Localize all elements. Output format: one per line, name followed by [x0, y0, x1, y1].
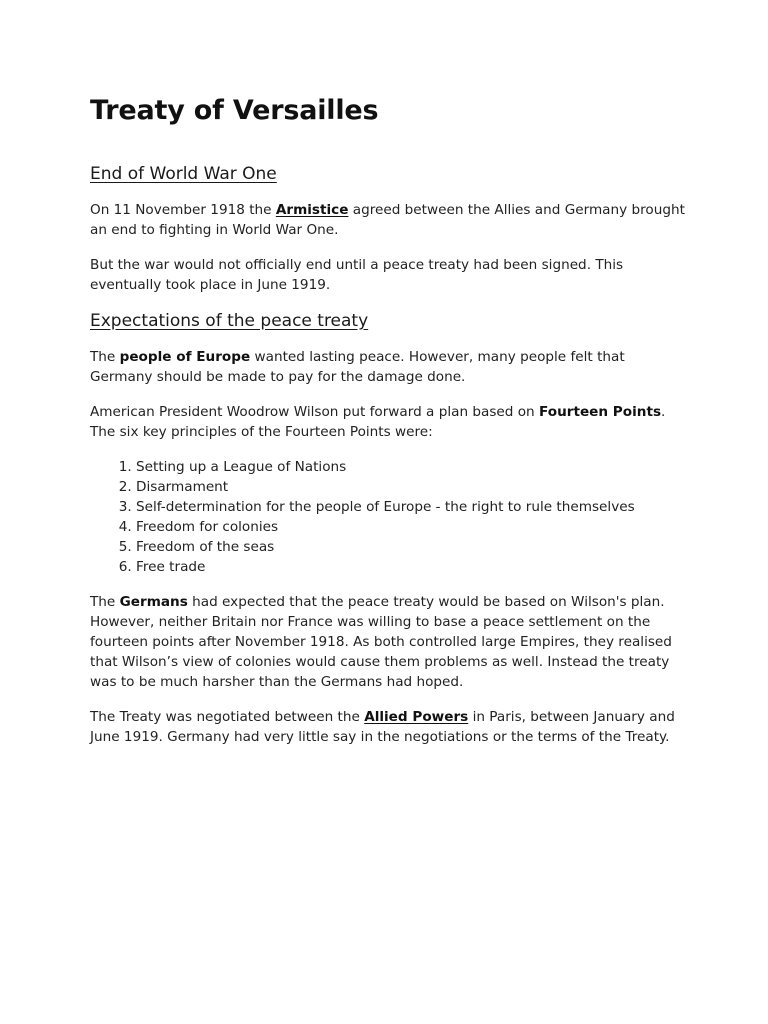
bold-germans: Germans — [119, 594, 188, 610]
bold-people-of-europe: people of Europe — [119, 349, 251, 365]
armistice-link[interactable]: Armistice — [275, 202, 349, 218]
paragraph-text: On 11 November 1918 the — [90, 202, 276, 218]
bold-fourteen-points: Fourteen Points — [539, 404, 662, 420]
paragraph-text: in Paris, between January and June 1919. Germany had very little say in the negotiations or the terms of the Treaty. — [90, 709, 675, 745]
section-heading-end-of-war: End of World War One — [90, 164, 277, 184]
paragraph-people-of-europe — [90, 347, 690, 387]
paragraph-text: agreed between the Allies and Germany brought an end to fighting in World War One. — [90, 202, 685, 238]
list-item: 5. Freedom of the seas — [136, 537, 690, 557]
page-title: Treaty of Versailles — [90, 95, 379, 126]
paragraph-text: wanted lasting peace. However, many people felt that Germany should be made to pay for the damage done. — [90, 349, 625, 385]
paragraph-peace-treaty-signed: But the war would not officially end until a peace treaty had been signed. This eventually took place in June 1919. — [90, 257, 624, 293]
list-item: 1. Setting up a League of Nations — [136, 457, 690, 477]
paragraph-germans — [90, 592, 690, 692]
list-item: 2. Disarmament — [136, 477, 690, 497]
paragraph-text: The Treaty was negotiated between the — [90, 709, 365, 725]
list-item: 3. Self-determination for the people of Europe - the right to rule themselves — [136, 497, 690, 517]
paragraph-armistice — [90, 200, 690, 240]
principles-list — [90, 457, 690, 577]
list-item: 4. Freedom for colonies — [136, 517, 690, 537]
paragraph-text: had expected that the peace treaty would be based on Wilson's plan. However, neither Britain nor France was willing to base a peace settlement on the fourteen points after November 1918. As both controlled large Empires, they realised that Wilson’s view of colonies would cause them problems as well. Instead the treaty was to be much harsher than the Germans had hoped. — [90, 594, 672, 690]
paragraph-allied-powers — [90, 707, 690, 747]
paragraph-fourteen-points — [90, 402, 690, 442]
allied-powers-link[interactable]: Allied Powers — [364, 709, 469, 725]
paragraph-text: The — [90, 594, 120, 610]
paragraph-text: The — [90, 349, 120, 365]
paragraph-text: American President Woodrow Wilson put forward a plan based on — [90, 404, 539, 420]
section-heading-expectations: Expectations of the peace treaty — [90, 311, 369, 331]
paragraph-text: . The six key principles of the Fourteen Points were: — [90, 404, 666, 440]
document-page — [90, 92, 690, 747]
list-item: 6. Free trade — [136, 557, 690, 577]
